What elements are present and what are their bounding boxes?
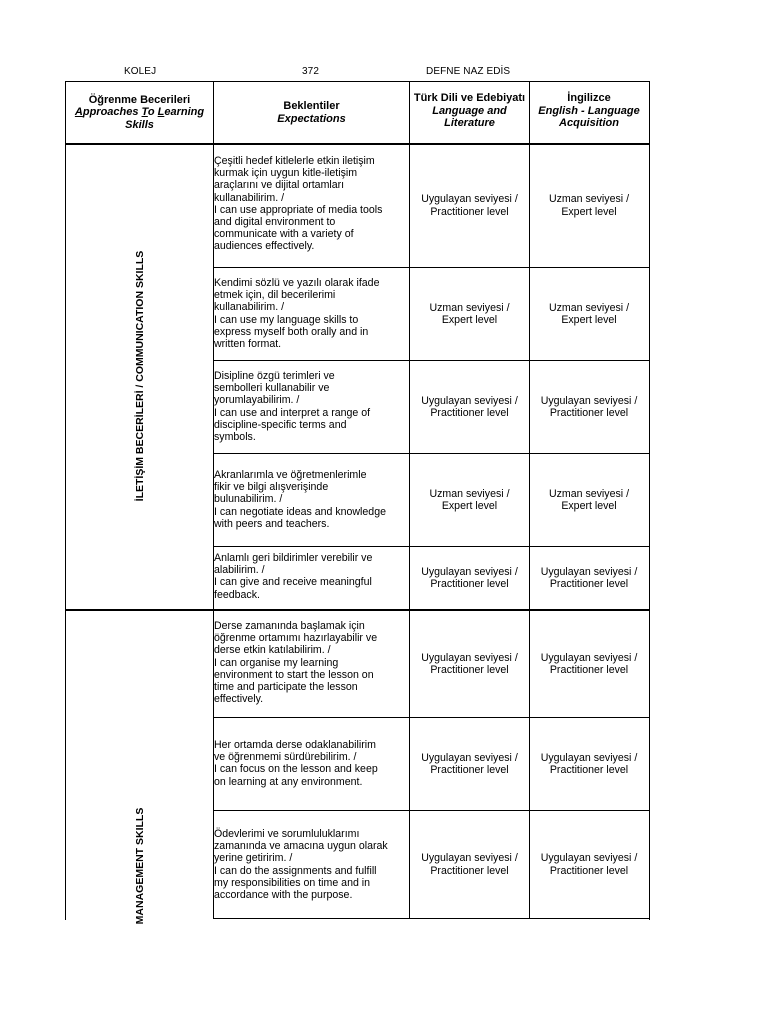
level-english: Uygulayan seviyesi / Practitioner level (540, 651, 638, 676)
level-english: Uzman seviyesi / Expert level (548, 301, 630, 326)
header-col1-en2: Literature (444, 117, 495, 129)
group-label-communication: İLETİŞİM BECERİLERİ / COMMUNICATION SKILLS (134, 250, 146, 502)
level-english: Uzman seviyesi / Expert level (548, 193, 630, 218)
header-col2-tr: İngilizce (567, 92, 611, 104)
level-turkish: Uzman seviyesi / Expert level (429, 301, 510, 326)
level-english: Uygulayan seviyesi / Practitioner level (540, 394, 638, 419)
header-expectations (214, 82, 409, 143)
level-turkish: Uygulayan seviyesi / Practitioner level (421, 394, 518, 419)
header-skills-en-line2: Skills (125, 118, 154, 131)
header-english (530, 82, 648, 140)
level-english: Uygulayan seviyesi / Practitioner level (540, 852, 638, 877)
level-turkish: Uygulayan seviyesi / Practitioner level (421, 193, 518, 218)
level-english: Uzman seviyesi / Expert level (548, 487, 630, 512)
header-skills-tr: Öğrenme Becerileri (88, 93, 191, 106)
header-col1-tr: Türk Dili ve Edebiyatı (413, 92, 526, 104)
header-col2-en2: Acquisition (559, 117, 619, 129)
level-turkish: Uygulayan seviyesi / Practitioner level (421, 651, 518, 676)
level-english: Uygulayan seviyesi / Practitioner level (540, 565, 638, 590)
group-label-management: MANAGEMENT SKILLS (134, 807, 146, 925)
level-turkish: Uygulayan seviyesi / Practitioner level (421, 751, 518, 776)
header-col2-en1: English - Language (538, 104, 640, 117)
expectation-cell: Derse zamanında başlamak için öğrenme ortamımı hazırlayabilir ve derse etkin katılabilirim. / I can organise my learning environment to start the lesson on time and participate the lesson effectively. (214, 620, 378, 706)
student-number: 372 (302, 66, 319, 77)
header-skills-en: Approaches To Learning (74, 106, 205, 119)
row-divider (213, 918, 649, 919)
level-turkish: Uygulayan seviyesi / Practitioner level (421, 565, 518, 590)
level-english: Uygulayan seviyesi / Practitioner level (540, 751, 638, 776)
school-label: KOLEJ (124, 66, 157, 77)
expectation-cell: Çeşitli hedef kitlelerle etkin iletişim kurmak için uygun kitle-iletişim araçlarını ve dijital ortamları kullanabilirim. / I can use appropriate of media tools and digital environment to communicate with a variety of audiences effectively. (214, 155, 383, 253)
expectation-cell: Anlamlı geri bildirimler verebilir ve alabilirim. / I can give and receive meaningful feedback. (214, 552, 373, 601)
expectation-cell: Kendimi sözlü ve yazılı olarak ifade etmek için, dil becerilerimi kullanabilirim. / I can use my language skills to express myself both orally and in written format. (214, 277, 380, 351)
header-col1-en1: Language and (432, 104, 507, 117)
expectation-cell: Akranlarımla ve öğretmenlerimle fikir ve bilgi alışverişinde bulunabilirim. / I can negotiate ideas and knowledge with peers and teachers. (214, 469, 386, 530)
expectation-cell: Ödevlerimi ve sorumluluklarımı zamanında ve amacına uygun olarak yerine getiririm. / I can do the assignments and fulfill my responsibilities on time and in accordance with the purpose. (214, 828, 388, 902)
header-turkish (410, 82, 529, 140)
expectation-cell: Her ortamda derse odaklanabilirim ve öğrenmemi sürdürebilirim. / I can focus on the lesson and keep on learning at any environment. (214, 739, 378, 788)
header-skills (66, 82, 213, 143)
header-expect-tr: Beklentiler (283, 100, 340, 112)
level-turkish: Uzman seviyesi / Expert level (429, 487, 510, 512)
student-name: DEFNE NAZ EDİS (426, 66, 511, 77)
level-turkish: Uygulayan seviyesi / Practitioner level (421, 852, 518, 877)
header-expect-en: Expectations (277, 112, 346, 125)
expectation-cell: Disipline özgü terimleri ve sembolleri kullanabilir ve yorumlayabilirim. / I can use and interpret a range of discipline-specific terms and symbols. (214, 370, 371, 444)
